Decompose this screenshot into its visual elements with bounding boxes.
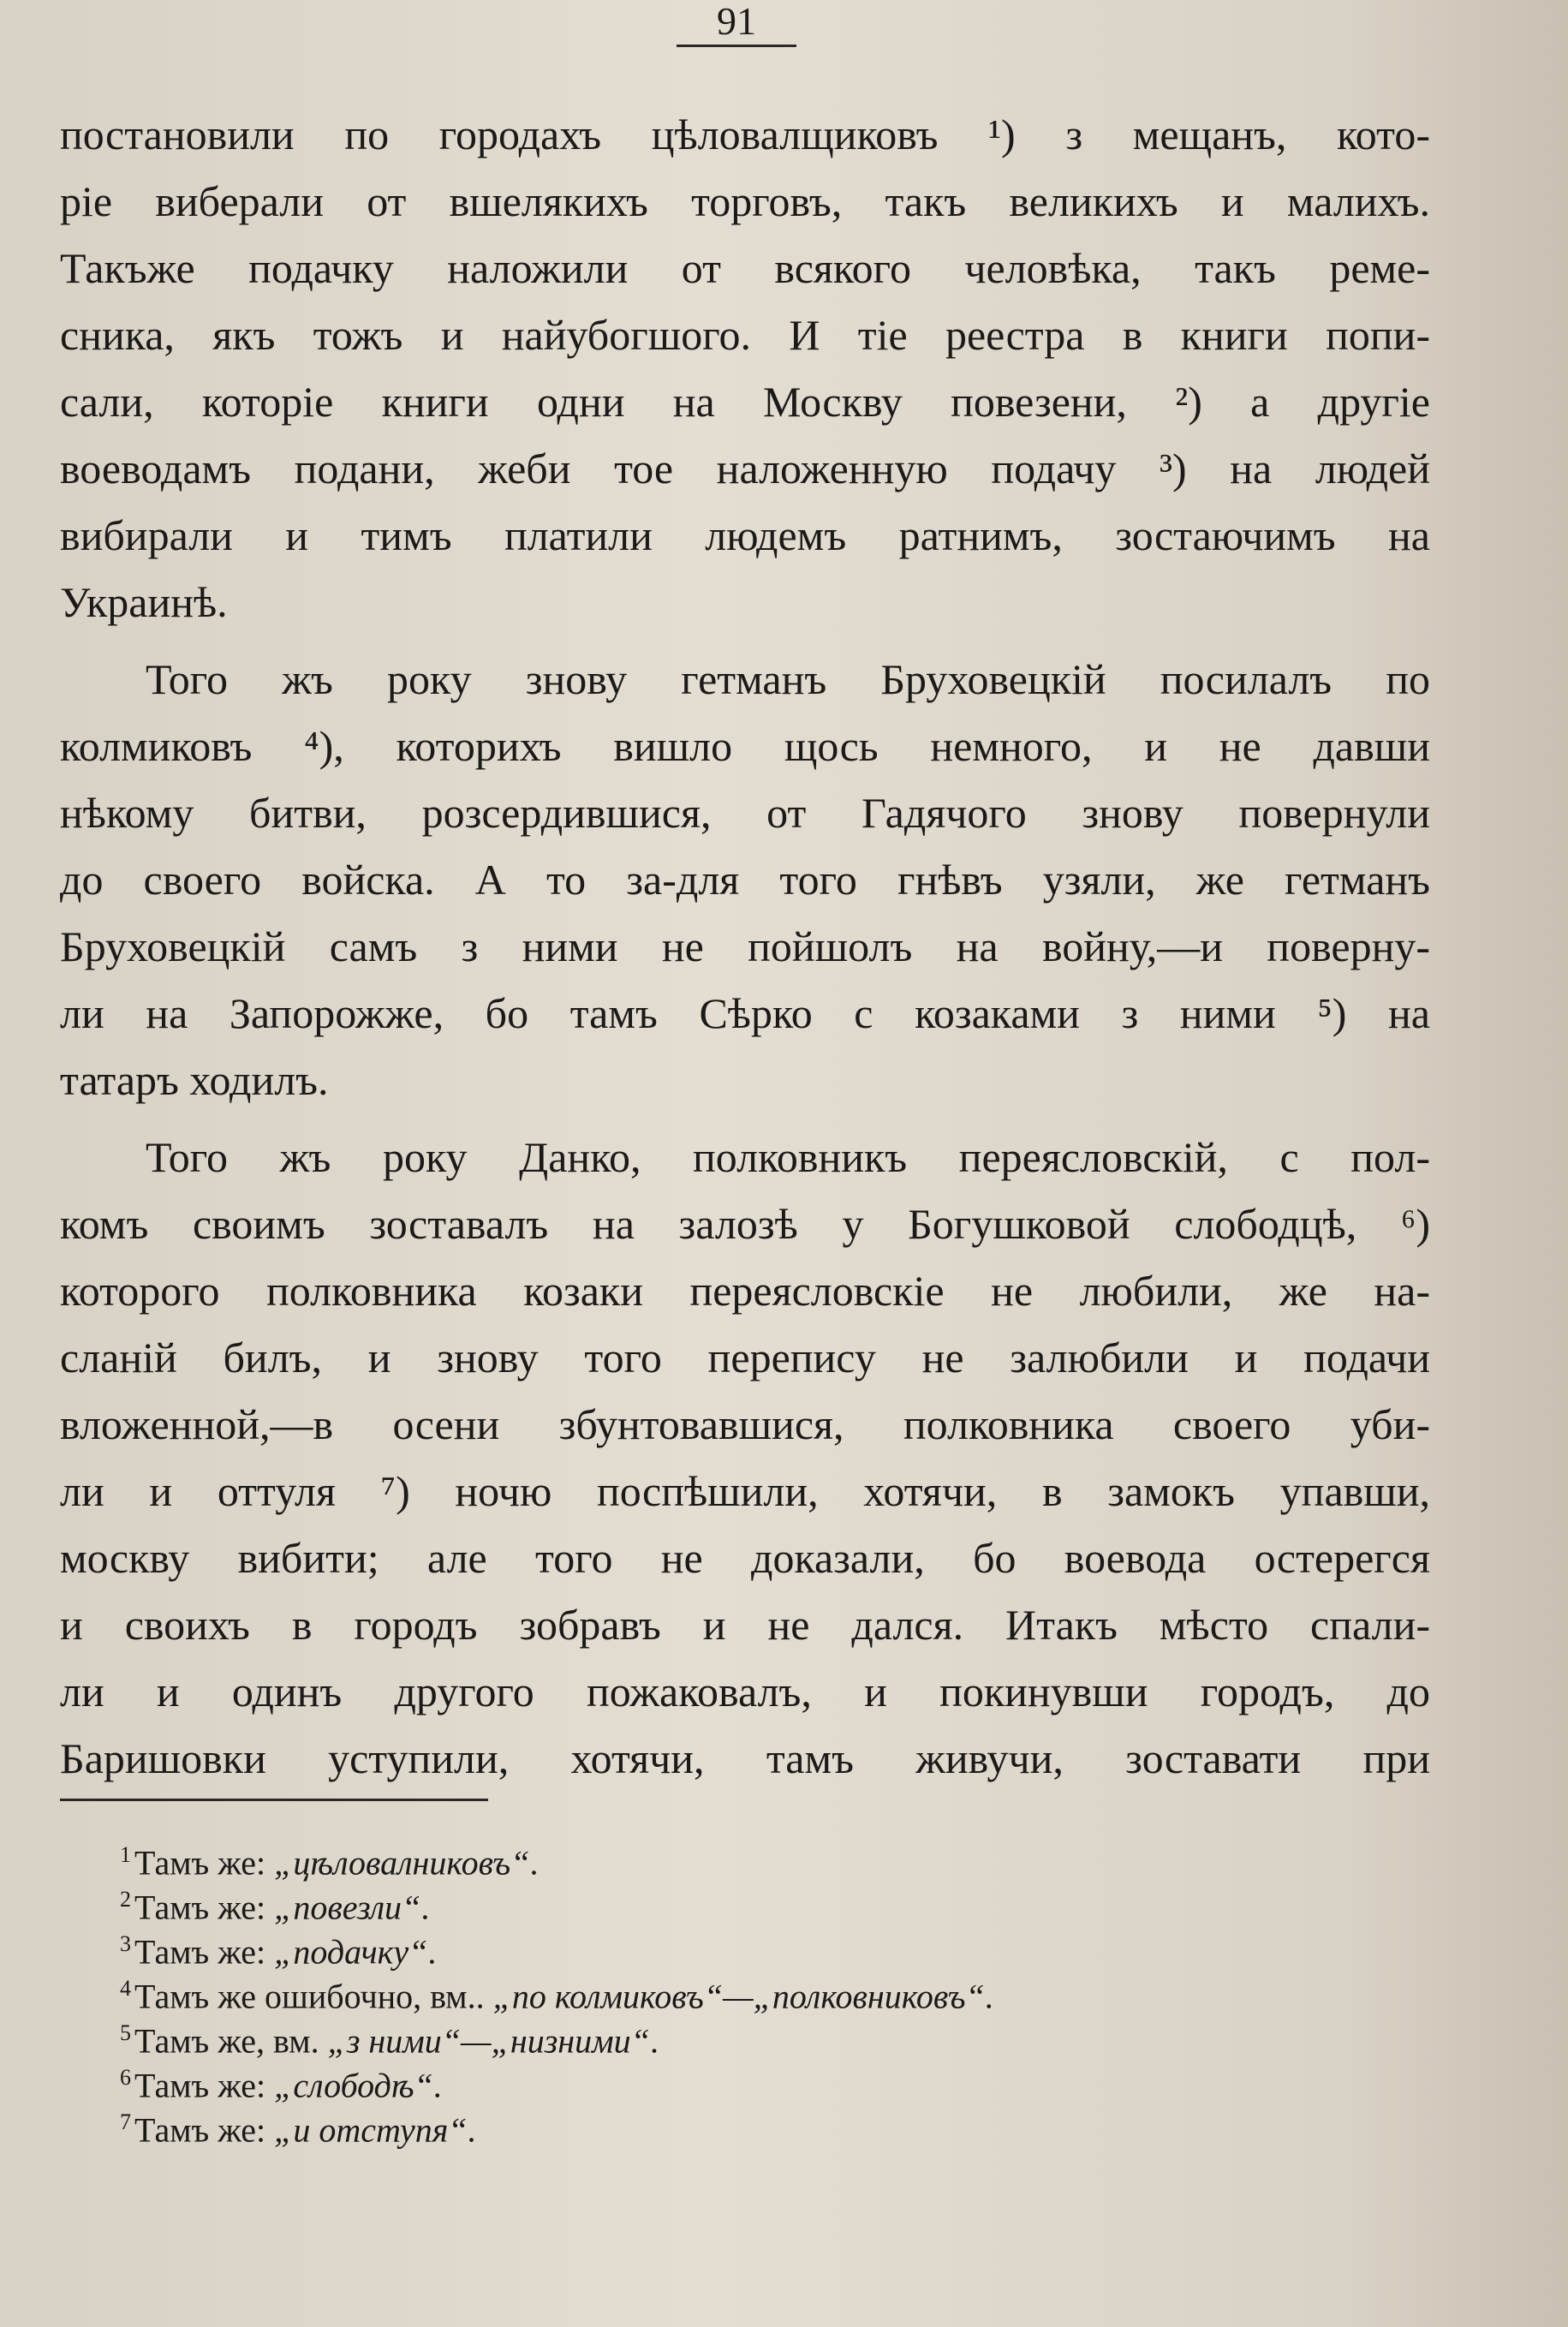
text-line: воеводамъ подани, жеби тое наложенную подачу ³) на людей [60, 445, 1430, 492]
footnote-mark: 5 [120, 2020, 131, 2045]
footnote-4 [120, 1966, 1404, 2016]
footnote-prefix: Тамъ же: [134, 2110, 275, 2150]
footnotes [120, 1833, 1404, 2150]
footnote-suffix: . [427, 1932, 437, 1972]
footnote-7 [120, 2100, 1404, 2150]
footnote-prefix: Тамъ же, вм. [134, 2021, 328, 2061]
footnote-mark: 6 [120, 2065, 131, 2090]
footnote-3 [120, 1922, 1404, 1972]
text-line: до своего войска. А то за-для того гнѣвъ узяли, же гетманъ [60, 856, 1430, 904]
footnote-prefix: Тамъ же: [134, 2066, 275, 2105]
footnote-quote: „подачку“ [274, 1932, 428, 1972]
text-line: Того жъ року знову гетманъ Бруховецкій посилалъ по [146, 655, 1430, 703]
footnote-prefix: Тамъ же: [134, 1843, 275, 1882]
text-line: и своихъ в городъ зобравъ и не дался. Итакъ мѣсто спали- [60, 1601, 1430, 1649]
text-line: Украинѣ. [60, 578, 228, 626]
text-line: сали, которіе книги одни на Москву повезени, ²) а другіе [60, 378, 1430, 426]
footnote-quote: „по колмиковъ“—„полковниковъ“ [492, 1977, 985, 2016]
footnote-mark: 3 [120, 1931, 131, 1956]
body-text [60, 101, 1430, 1792]
text-line: ли и оттуля ⁷) ночю поспѣшили, хотячи, в замокъ упавши, [60, 1467, 1430, 1515]
footnote-quote: „повезли“ [274, 1888, 421, 1927]
text-line: сланій билъ, и знову того перепису не залюбили и подачи [60, 1334, 1430, 1381]
text-line: колмиковъ ⁴), которихъ вишло щось немного, и не давши [60, 722, 1430, 770]
footnote-quote: „слободѣ“ [274, 2066, 433, 2105]
text-line: вложенной,—в осени збунтовавшися, полковника своего уби- [60, 1400, 1430, 1448]
footnote-1 [120, 1833, 1404, 1882]
footnote-2 [120, 1877, 1404, 1927]
footnote-5 [120, 2011, 1404, 2061]
footnote-mark: 4 [120, 1976, 131, 2001]
footnote-prefix: Тамъ же ошибочно, вм.. [134, 1977, 493, 2016]
footnote-quote: „цѣловалниковъ“ [274, 1843, 530, 1882]
footnote-mark: 7 [120, 2109, 131, 2134]
footnote-prefix: Тамъ же: [134, 1888, 275, 1927]
footnote-suffix: . [649, 2021, 659, 2061]
footnote-6 [120, 2056, 1404, 2105]
text-line: Такъже подачку наложили от всякого человѣка, такъ реме- [60, 244, 1430, 292]
text-line: Баришовки уступили, хотячи, тамъ живучи, зоставати при [60, 1734, 1430, 1782]
footnote-mark: 2 [120, 1887, 131, 1912]
paragraph-1 [60, 101, 1430, 635]
text-line: москву вибити; але того не доказали, бо воевода остерегся [60, 1534, 1430, 1582]
text-line: которого полковника козаки переясловскіе не любили, же на- [60, 1267, 1430, 1315]
footnote-separator [60, 1799, 488, 1801]
text-line: сника, якъ тожъ и найубогшого. И тіе реестра в книги попи- [60, 311, 1430, 359]
text-line: постановили по городахъ цѣловалщиковъ ¹) з мещанъ, кото- [60, 110, 1430, 158]
footnote-quote: „з ними“—„низними“ [327, 2021, 650, 2061]
text-line: вибирали и тимъ платили людемъ ратнимъ, зостаючимъ на [60, 511, 1430, 559]
footnote-suffix: . [984, 1977, 993, 2016]
paragraph-2 [60, 646, 1430, 1113]
text-line: ріе виберали от вшелякихъ торговъ, такъ великихъ и малихъ. [60, 177, 1430, 225]
paragraph-3 [60, 1124, 1430, 1792]
text-line: комъ своимъ зоставалъ на залозѣ у Богушковой слободцѣ, ⁶) [60, 1200, 1430, 1248]
text-line: нѣкому битви, розсердившися, от Гадячого знову повернули [60, 789, 1430, 837]
text-line: ли и одинъ другого пожаковалъ, и покинувши городъ, до [60, 1668, 1430, 1715]
text-line: Бруховецкій самъ з ними не пойшолъ на войну,—и поверну- [60, 922, 1430, 970]
text-line: татаръ ходилъ. [60, 1056, 329, 1104]
text-line: ли на Запорожже, бо тамъ Сѣрко с козаками з ними ⁵) на [60, 989, 1430, 1037]
page-number: 91 [677, 0, 796, 47]
footnote-suffix: . [467, 2110, 476, 2150]
footnote-prefix: Тамъ же: [134, 1932, 275, 1972]
text-line: Того жъ року Данко, полковникъ переясловскій, с пол- [146, 1133, 1430, 1181]
footnote-suffix: . [420, 1888, 430, 1927]
footnote-suffix: . [529, 1843, 539, 1882]
footnote-quote: „и отступя“ [274, 2110, 468, 2150]
footnote-suffix: . [432, 2066, 442, 2105]
footnote-mark: 1 [120, 1842, 131, 1867]
